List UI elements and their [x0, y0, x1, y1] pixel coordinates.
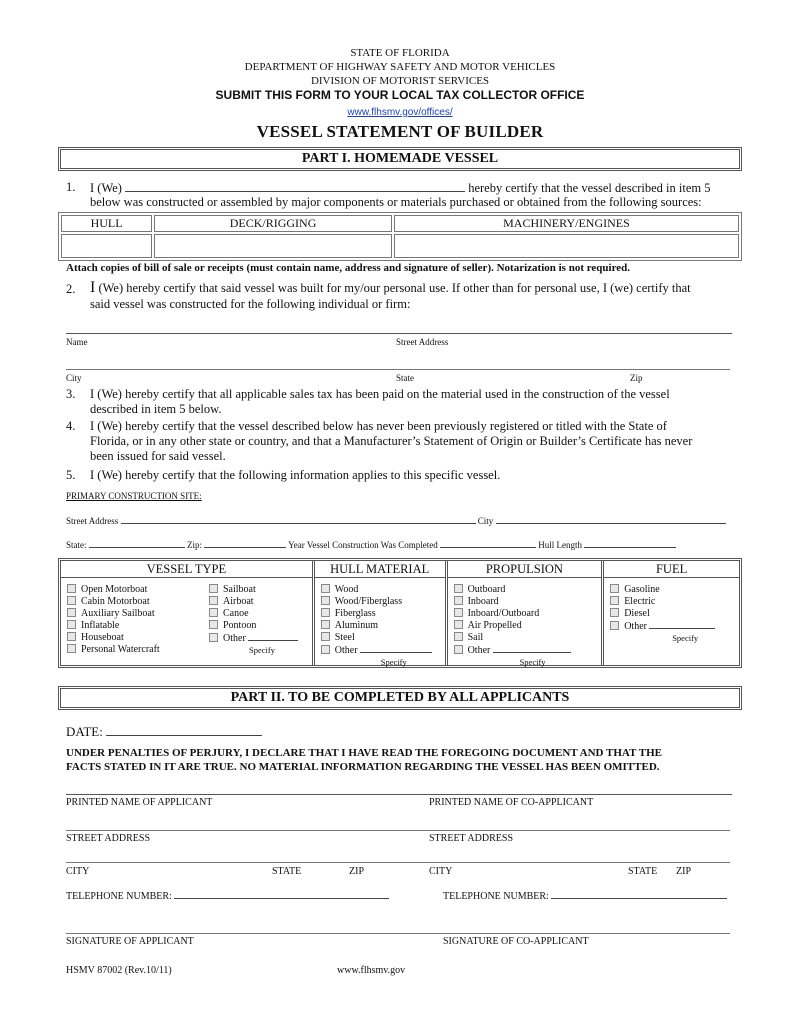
- city-co-label: CITY: [429, 866, 453, 877]
- vessel-type-section: [61, 561, 315, 665]
- checkbox[interactable]: [610, 584, 619, 593]
- header-department: DEPARTMENT OF HIGHWAY SAFETY AND MOTOR VEHICLES: [244, 61, 556, 73]
- option-air-propelled[interactable]: Air Propelled: [454, 620, 602, 632]
- checkbox[interactable]: [321, 620, 330, 629]
- propulsion-section: [448, 561, 605, 665]
- hull-material-section: [315, 561, 448, 665]
- option-hull-other[interactable]: Other: [321, 644, 445, 657]
- site-city-field[interactable]: [496, 515, 726, 524]
- city-state-zip-line[interactable]: [66, 862, 730, 863]
- checkbox[interactable]: [209, 608, 218, 617]
- item4-text: I (We) hereby certify that the vessel described below has never been previously registered or titled with the State of: [90, 419, 667, 433]
- checkbox[interactable]: [67, 644, 76, 653]
- option-inboard-outboard[interactable]: Inboard/Outboard: [454, 608, 602, 620]
- site-address-row: Street Address City: [66, 515, 736, 526]
- specify-label: Specify: [672, 633, 699, 643]
- checkbox[interactable]: [209, 620, 218, 629]
- perjury-statement: UNDER PENALTIES OF PERJURY, I DECLARE THAT I HAVE READ THE FOREGOING DOCUMENT AND THAT THE FACTS STATED IN IT ARE TRUE. NO MATERIAL INFORMATION REGARDING THE VESSEL HAS BEEN OMITTED.: [66, 747, 662, 773]
- part2-title: PART II. TO BE COMPLETED BY ALL APPLICANTS: [58, 686, 742, 710]
- option-wood-fiberglass[interactable]: Wood/Fiberglass: [321, 596, 445, 608]
- street-address-label: Street Address: [396, 337, 449, 347]
- checkbox[interactable]: [610, 608, 619, 617]
- fuel-other-field[interactable]: [649, 620, 715, 629]
- option-steel[interactable]: Steel: [321, 632, 445, 644]
- date-row: DATE:: [66, 724, 262, 740]
- site-zip-field[interactable]: [204, 539, 286, 548]
- zip-label: Zip: [630, 373, 643, 383]
- checkbox[interactable]: [454, 632, 463, 641]
- individual-name-address-field[interactable]: [66, 333, 732, 334]
- option-fiberglass[interactable]: Fiberglass: [321, 608, 445, 620]
- item5-text: I (We) hereby certify that the following information applies to this specific vessel.: [90, 468, 501, 482]
- zip-label: ZIP: [349, 866, 364, 877]
- signature-label: SIGNATURE OF APPLICANT: [66, 936, 194, 947]
- option-wood[interactable]: Wood: [321, 584, 445, 596]
- item3-text: I (We) hereby certify that all applicable sales tax has been paid on the material used in the construction of the vessel: [90, 387, 670, 401]
- signature-line[interactable]: [66, 933, 730, 934]
- checkbox[interactable]: [321, 584, 330, 593]
- option-cabin-motorboat[interactable]: Cabin Motorboat: [67, 596, 209, 608]
- option-personal-watercraft[interactable]: Personal Watercraft: [67, 644, 209, 656]
- checkbox[interactable]: [454, 596, 463, 605]
- phone-co-field[interactable]: [551, 890, 727, 899]
- site-state-field[interactable]: [89, 539, 185, 548]
- name-label: Name: [66, 337, 88, 347]
- checkbox[interactable]: [67, 608, 76, 617]
- item1-number: 1.: [66, 180, 76, 194]
- option-airboat[interactable]: Airboat: [209, 596, 309, 608]
- checkbox[interactable]: [67, 620, 76, 629]
- phone-row: TELEPHONE NUMBER:: [66, 890, 389, 902]
- state-label: State: [396, 373, 414, 383]
- item4-text-cont2: been issued for said vessel.: [90, 449, 226, 463]
- option-sailboat[interactable]: Sailboat: [209, 584, 309, 596]
- checkbox[interactable]: [610, 596, 619, 605]
- option-inflatable[interactable]: Inflatable: [67, 620, 209, 632]
- sources-header-machinery: MACHINERY/ENGINES: [394, 215, 739, 232]
- option-diesel[interactable]: Diesel: [610, 608, 739, 620]
- item3-text-cont: described in item 5 below.: [90, 402, 222, 416]
- checkbox[interactable]: [454, 620, 463, 629]
- checkbox[interactable]: [321, 632, 330, 641]
- hull-material-header: HULL MATERIAL: [315, 561, 445, 578]
- option-aluminum[interactable]: Aluminum: [321, 620, 445, 632]
- checkbox[interactable]: [454, 608, 463, 617]
- hull-other-field[interactable]: [360, 644, 432, 653]
- header-division: DIVISION OF MOTORIST SERVICES: [310, 75, 490, 87]
- vessel-details-grid: [58, 558, 742, 668]
- option-pontoon[interactable]: Pontoon: [209, 620, 309, 632]
- zip-co-label: ZIP: [676, 866, 691, 877]
- propulsion-other-field[interactable]: [493, 644, 571, 653]
- checkbox[interactable]: [321, 645, 330, 654]
- checkbox[interactable]: [67, 632, 76, 641]
- checkbox[interactable]: [321, 596, 330, 605]
- option-propulsion-other[interactable]: Other: [454, 644, 602, 657]
- submit-instruction: SUBMIT THIS FORM TO YOUR LOCAL TAX COLLECTOR OFFICE: [215, 88, 585, 102]
- item4-number: 4.: [66, 419, 76, 433]
- signature-co-label: SIGNATURE OF CO-APPLICANT: [443, 936, 589, 947]
- machinery-source-field[interactable]: [394, 234, 739, 258]
- vessel-other-field[interactable]: [248, 632, 298, 641]
- hull-length-field[interactable]: [584, 539, 676, 548]
- street-address-label: STREET ADDRESS: [66, 833, 150, 844]
- date-field[interactable]: [106, 725, 262, 736]
- option-fuel-other[interactable]: Other: [610, 620, 739, 633]
- specify-label: Specify: [380, 657, 407, 667]
- site-details-row: State: Zip: Year Vessel Construction Was Completed Hull Length: [66, 539, 736, 550]
- sources-header-deck: DECK/RIGGING: [154, 215, 392, 232]
- fuel-header: FUEL: [604, 561, 739, 578]
- site-street-field[interactable]: [121, 515, 476, 524]
- checkbox[interactable]: [610, 621, 619, 630]
- checkbox[interactable]: [209, 584, 218, 593]
- phone-field[interactable]: [174, 890, 389, 899]
- printed-name-line[interactable]: [66, 794, 732, 795]
- item1-text: I (We) hereby certify that the vessel described in item 5: [90, 181, 711, 195]
- specify-label: Specify: [519, 657, 546, 667]
- checkbox[interactable]: [209, 633, 218, 642]
- option-gasoline[interactable]: Gasoline: [610, 584, 739, 596]
- offices-link[interactable]: www.flhsmv.gov/offices/: [347, 107, 453, 118]
- printed-name-label: PRINTED NAME OF APPLICANT: [66, 797, 213, 808]
- footer-website: www.flhsmv.gov: [337, 965, 406, 976]
- item2-text: I (We) hereby certify that said vessel was built for my/our personal use. If other than for personal use, I (we) certify that: [90, 279, 691, 296]
- item5-number: 5.: [66, 468, 76, 482]
- item3-number: 3.: [66, 387, 76, 401]
- item1-text-cont: below was constructed or assembled by major components or materials purchased or obtained from the following sources:: [90, 195, 702, 209]
- hull-source-field[interactable]: [61, 234, 152, 258]
- option-electric[interactable]: Electric: [610, 596, 739, 608]
- option-inboard[interactable]: Inboard: [454, 596, 602, 608]
- checkbox[interactable]: [454, 584, 463, 593]
- sources-table: [58, 212, 742, 261]
- city-label: City: [66, 373, 82, 383]
- street-address-line[interactable]: [66, 830, 730, 831]
- option-vessel-other[interactable]: Other: [209, 632, 309, 645]
- state-label: STATE: [272, 866, 302, 877]
- year-completed-field[interactable]: [440, 539, 536, 548]
- builder-name-field[interactable]: [125, 180, 465, 192]
- attach-note: Attach copies of bill of sale or receipts (must contain name, address and signature of seller). Notarization is not required.: [66, 262, 631, 274]
- item4-text-cont: Florida, or in any other state or country, and that a Manufacturer’s Statement of Origin or Builder’s Certificate has never: [90, 434, 693, 448]
- option-auxiliary-sailboat[interactable]: Auxiliary Sailboat: [67, 608, 209, 620]
- specify-label: Specify: [249, 645, 275, 655]
- option-houseboat[interactable]: Houseboat: [67, 632, 209, 644]
- phone-co-row: TELEPHONE NUMBER:: [443, 890, 727, 902]
- fuel-section: [604, 561, 739, 665]
- part1-title: PART I. HOMEMADE VESSEL: [58, 147, 742, 171]
- checkbox[interactable]: [209, 596, 218, 605]
- item2-text-cont: said vessel was constructed for the following individual or firm:: [90, 297, 411, 311]
- item2-number: 2.: [66, 282, 76, 296]
- state-co-label: STATE: [628, 866, 658, 877]
- option-open-motorboat[interactable]: Open Motorboat: [67, 584, 209, 596]
- checkbox[interactable]: [454, 645, 463, 654]
- propulsion-header: PROPULSION: [448, 561, 602, 578]
- option-sail[interactable]: Sail: [454, 632, 602, 644]
- checkbox[interactable]: [321, 608, 330, 617]
- checkbox[interactable]: [67, 596, 76, 605]
- printed-name-co-label: PRINTED NAME OF CO-APPLICANT: [429, 797, 594, 808]
- street-address-co-label: STREET ADDRESS: [429, 833, 513, 844]
- individual-city-state-zip-field[interactable]: [66, 369, 730, 370]
- form-id: HSMV 87002 (Rev.10/11): [66, 965, 172, 976]
- construction-site-heading: PRIMARY CONSTRUCTION SITE:: [66, 491, 202, 501]
- option-outboard[interactable]: Outboard: [454, 584, 602, 596]
- deck-source-field[interactable]: [154, 234, 392, 258]
- city-label: CITY: [66, 866, 90, 877]
- form-title: VESSEL STATEMENT OF BUILDER: [256, 122, 544, 141]
- sources-header-hull: HULL: [61, 215, 152, 232]
- option-canoe[interactable]: Canoe: [209, 608, 309, 620]
- vessel-type-header: VESSEL TYPE: [61, 561, 312, 578]
- checkbox[interactable]: [67, 584, 76, 593]
- header-state: STATE OF FLORIDA: [350, 47, 450, 59]
